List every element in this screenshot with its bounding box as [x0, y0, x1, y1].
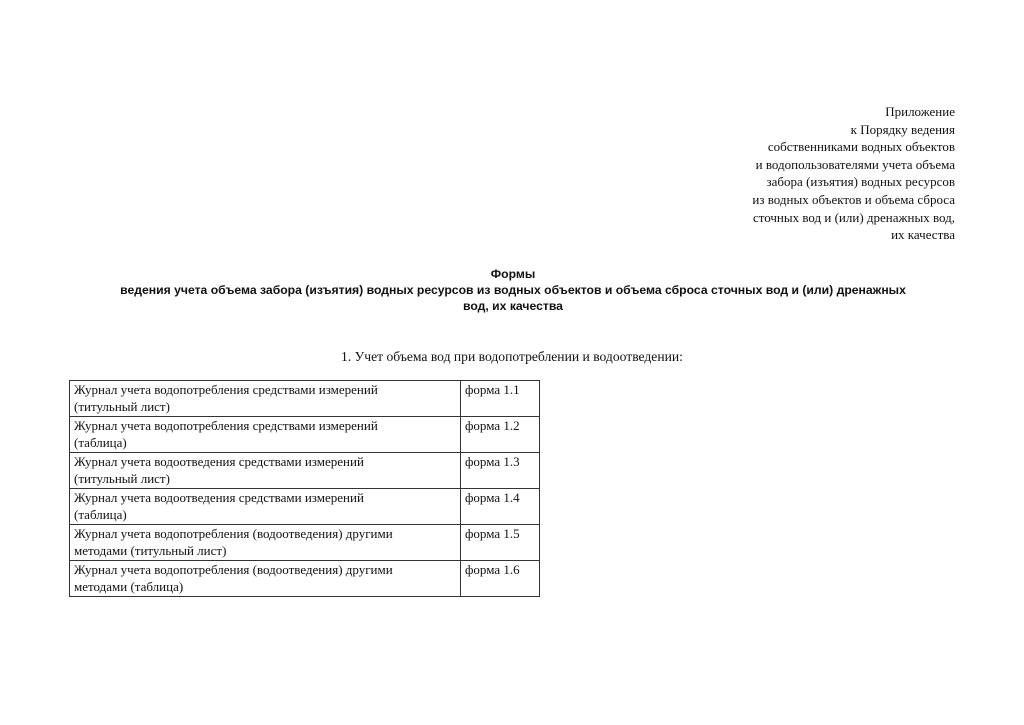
form-number-cell: форма 1.1: [461, 381, 540, 417]
forms-table: [69, 380, 540, 597]
appendix-line: собственниками водных объектов: [767, 139, 955, 155]
journal-name-line: Журнал учета водопотребления средствами измерений: [74, 418, 378, 433]
forms-subtitle-line: вод, их качества: [463, 299, 563, 313]
journal-name-cell: [70, 417, 461, 453]
journal-name-line: (титульный лист): [74, 470, 170, 486]
forms-title: Формы: [490, 267, 536, 281]
table-row: [70, 525, 540, 561]
table-row: [70, 561, 540, 597]
appendix-line: Приложение: [885, 104, 955, 119]
journal-name-cell: [70, 381, 461, 417]
table-row: [70, 453, 540, 489]
journal-name-line: Журнал учета водоотведения средствами измерений: [74, 490, 364, 505]
journal-name-cell: [70, 489, 461, 525]
form-number-cell: форма 1.2: [461, 417, 540, 453]
journal-name-line: (титульный лист): [74, 398, 170, 414]
journal-name-line: Журнал учета водопотребления (водоотведения) другими: [74, 562, 393, 577]
journal-name-cell: [70, 561, 461, 597]
forms-heading: [60, 266, 966, 314]
appendix-line: из водных объектов и объема сброса: [752, 191, 955, 207]
form-number-cell: форма 1.4: [461, 489, 540, 525]
journal-name-line: методами (таблица): [74, 578, 184, 594]
section-title: 1. Учет объема вод при водопотреблении и водоотведении:: [341, 349, 683, 364]
table-row: [70, 489, 540, 525]
journal-name-line: (таблица): [74, 434, 127, 450]
table-row: [70, 417, 540, 453]
journal-name-line: Журнал учета водоотведения средствами измерений: [74, 454, 364, 469]
journal-name-cell: [70, 453, 461, 489]
journal-name-cell: [70, 525, 461, 561]
journal-name-line: Журнал учета водопотребления (водоотведения) другими: [74, 526, 393, 541]
journal-name-line: (таблица): [74, 506, 127, 522]
form-number-cell: форма 1.6: [461, 561, 540, 597]
appendix-line: их качества: [891, 227, 955, 243]
appendix-line: забора (изъятия) водных ресурсов: [766, 174, 955, 190]
form-number-cell: форма 1.5: [461, 525, 540, 561]
form-number-cell: форма 1.3: [461, 453, 540, 489]
forms-subtitle-line: ведения учета объема забора (изъятия) водных ресурсов из водных объектов и объема сброса сточных вод и (или) дренажных: [120, 283, 906, 297]
appendix-block: [752, 103, 955, 244]
appendix-line: и водопользователями учета объема: [755, 156, 955, 172]
table-row: [70, 381, 540, 417]
journal-name-line: Журнал учета водопотребления средствами измерений: [74, 382, 378, 397]
journal-name-line: методами (титульный лист): [74, 542, 227, 558]
appendix-line: сточных вод и (или) дренажных вод,: [752, 209, 955, 225]
appendix-line: к Порядку ведения: [850, 121, 955, 137]
